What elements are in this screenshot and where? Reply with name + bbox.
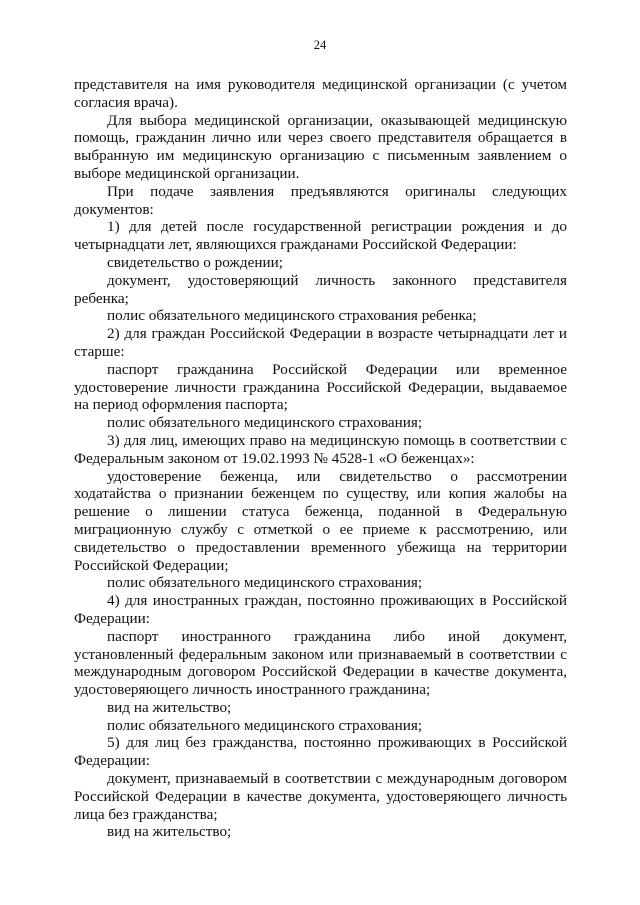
list-subitem-policy: полис обязательного медицинского страхования; <box>107 414 423 432</box>
list-subitem-stateless-id: документ, признаваемый в соответствии с международным договором Российской Федерации в качестве документа, удостоверяющего личность лица без гражданства; <box>74 770 567 823</box>
list-subitem-policy: полис обязательного медицинского страхования; <box>107 716 423 734</box>
document-body <box>74 76 567 841</box>
list-subitem-residence-permit: вид на жительство; <box>107 823 232 841</box>
list-item-citizens: 2) для граждан Российской Федерации в возрасте четырнадцати лет и старше: <box>74 325 567 360</box>
list-subitem-residence-permit: вид на жительство; <box>107 698 232 716</box>
list-item-refugees: 3) для лиц, имеющих право на медицинскую помощь в соответствии с Федеральным законом от 19.02.1993 № 4528-1 «О беженцах»: <box>74 431 567 467</box>
list-subitem-policy: полис обязательного медицинского страхования; <box>107 574 423 592</box>
list-subitem-birth-certificate: свидетельство о рождении; <box>107 253 283 271</box>
list-subitem-passport: паспорт гражданина Российской Федерации или временное удостоверение личности гражданина Российской Федерации, выдаваемое на период оформления паспорта; <box>74 360 567 414</box>
paragraph-clinic-choice: Для выбора медицинской организации, оказывающей медицинскую помощь, гражданин лично или через своего представителя обращается в выбранную им медицинскую организацию с письменным заявлением о выборе медицинской организации. <box>74 111 567 182</box>
list-subitem-child-policy: полис обязательного медицинского страхования ребенка; <box>107 307 477 325</box>
page-number: 24 <box>313 38 327 52</box>
list-subitem-foreign-passport: паспорт иностранного гражданина либо иной документ, установленный федеральным законом или признаваемый в соответствии с международным договором Российской Федерации в качестве документа, удостоверяющего личность иностранного гражданина; <box>74 627 567 699</box>
list-subitem-representative-id: документ, удостоверяющий личность законного представителя ребенка; <box>74 271 567 307</box>
paragraph-documents-intro: При подаче заявления предъявляются оригиналы следующих документов: <box>74 182 567 218</box>
list-item-children: 1) для детей после государственной регистрации рождения и до четырнадцати лет, являющихся гражданами Российской Федерации: <box>74 218 567 254</box>
list-item-stateless: 5) для лиц без гражданства, постоянно проживающих в Российской Федерации: <box>74 734 567 770</box>
paragraph-continuation: представителя на имя руководителя медицинской организации (с учетом согласия врача). <box>74 76 567 111</box>
list-item-foreign-citizens: 4) для иностранных граждан, постоянно проживающих в Российской Федерации: <box>74 592 567 627</box>
list-subitem-refugee-certificate: удостоверение беженца, или свидетельство о рассмотрении ходатайства о признании беженцем по существу, или копия жалобы на решение о лишении статуса беженца, поданной в Федеральную миграционную службу с отметкой о ее приеме к рассмотрению, или свидетельство о предоставлении временного убежища на территории Российской Федерации; <box>74 467 567 574</box>
